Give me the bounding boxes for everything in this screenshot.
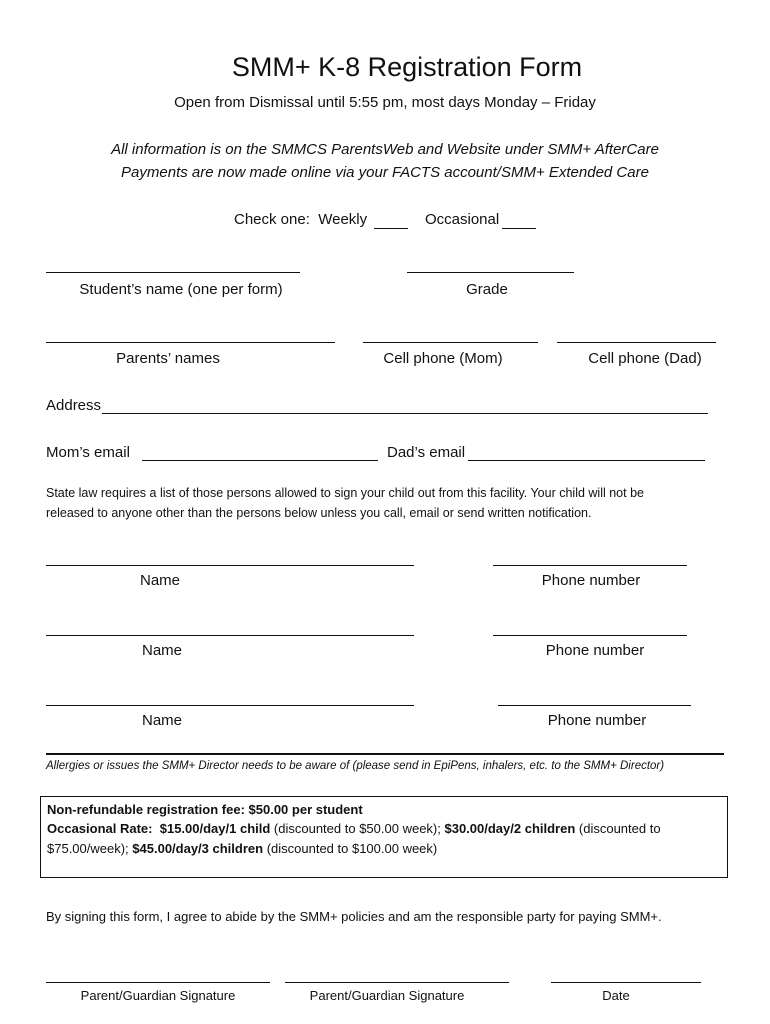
pickup-phone-line-1[interactable] bbox=[493, 565, 687, 566]
dad-email-label: Dad’s email bbox=[387, 444, 466, 461]
parents-names-line[interactable] bbox=[46, 342, 335, 343]
rate-one-child-note: (discounted to $50.00 week); bbox=[270, 821, 445, 836]
cell-dad-line[interactable] bbox=[557, 342, 716, 343]
weekly-label: Weekly bbox=[318, 211, 368, 228]
form-subtitle: Open from Dismissal until 5:55 pm, most days Monday – Friday bbox=[174, 94, 596, 111]
pickup-phone-label-2: Phone number bbox=[545, 642, 645, 659]
registration-fee-text: Non-refundable registration fee: $50.00 per student bbox=[47, 802, 363, 817]
pickup-notice-line-2: released to anyone other than the persons below unless you call, email or send written notification. bbox=[46, 506, 592, 520]
cell-dad-label: Cell phone (Dad) bbox=[588, 350, 702, 367]
pickup-phone-line-3[interactable] bbox=[498, 705, 691, 706]
info-line-1: All information is on the SMMCS ParentsWeb and Website under SMM+ AfterCare bbox=[111, 141, 659, 158]
student-name-label: Student’s name (one per form) bbox=[79, 281, 283, 298]
pickup-name-label-3: Name bbox=[141, 712, 182, 729]
grade-line[interactable] bbox=[407, 272, 574, 273]
registration-fee bbox=[47, 800, 363, 820]
address-line[interactable] bbox=[102, 413, 708, 414]
signature-label-2: Parent/Guardian Signature bbox=[309, 988, 465, 1003]
occasional-checkbox-blank[interactable] bbox=[502, 228, 536, 229]
rate-three-children: $45.00/day/3 children bbox=[132, 841, 264, 856]
pickup-name-line-2[interactable] bbox=[46, 635, 414, 636]
signature-line-1[interactable] bbox=[46, 982, 270, 983]
pickup-name-line-3[interactable] bbox=[46, 705, 414, 706]
rate-two-children-note-cont: $75.00/week); bbox=[47, 841, 133, 856]
agreement-text: By signing this form, I agree to abide by the SMM+ policies and am the responsible party for paying SMM+. bbox=[46, 909, 662, 924]
signature-line-2[interactable] bbox=[285, 982, 509, 983]
pickup-phone-label-3: Phone number bbox=[547, 712, 647, 729]
rate-one-child: $15.00/day/1 child bbox=[159, 821, 271, 836]
pickup-name-label-2: Name bbox=[141, 642, 182, 659]
allergies-line[interactable] bbox=[46, 753, 724, 755]
pickup-name-label-1: Name bbox=[139, 572, 180, 589]
info-line-2: Payments are now made online via your FACTS account/SMM+ Extended Care bbox=[121, 164, 649, 181]
parents-names-label: Parents’ names bbox=[116, 350, 220, 367]
form-title: SMM+ K-8 Registration Form bbox=[231, 52, 583, 82]
occasional-rate-label: Occasional Rate: bbox=[47, 821, 153, 836]
rate-two-children: $30.00/day/2 children bbox=[444, 821, 576, 836]
pickup-phone-label-1: Phone number bbox=[541, 572, 641, 589]
pickup-notice-line-1: State law requires a list of those persons allowed to sign your child out from this facility. Your child will not be bbox=[46, 486, 644, 500]
occasional-rate-line-1 bbox=[47, 819, 727, 839]
address-label: Address bbox=[46, 397, 102, 414]
cell-mom-line[interactable] bbox=[363, 342, 538, 343]
weekly-checkbox-blank[interactable] bbox=[374, 228, 408, 229]
signature-label-1: Parent/Guardian Signature bbox=[80, 988, 236, 1003]
pickup-name-line-1[interactable] bbox=[46, 565, 414, 566]
check-one-row bbox=[234, 211, 367, 228]
check-one-label: Check one: bbox=[234, 211, 310, 228]
occasional-rate-line-2 bbox=[47, 839, 727, 859]
grade-label: Grade bbox=[466, 281, 508, 298]
cell-mom-label: Cell phone (Mom) bbox=[383, 350, 503, 367]
allergies-label: Allergies or issues the SMM+ Director needs to be aware of (please send in EpiPens, inhalers, etc. to the SMM+ Director) bbox=[46, 760, 665, 772]
rate-two-children-note: (discounted to bbox=[575, 821, 661, 836]
date-label: Date bbox=[602, 988, 630, 1003]
pickup-phone-line-2[interactable] bbox=[493, 635, 687, 636]
rate-three-children-note: (discounted to $100.00 week) bbox=[263, 841, 438, 856]
occasional-label: Occasional bbox=[425, 211, 500, 228]
mom-email-label: Mom’s email bbox=[46, 444, 130, 461]
date-line[interactable] bbox=[551, 982, 701, 983]
student-name-line[interactable] bbox=[46, 272, 300, 273]
mom-email-line[interactable] bbox=[142, 460, 378, 461]
dad-email-line[interactable] bbox=[468, 460, 705, 461]
